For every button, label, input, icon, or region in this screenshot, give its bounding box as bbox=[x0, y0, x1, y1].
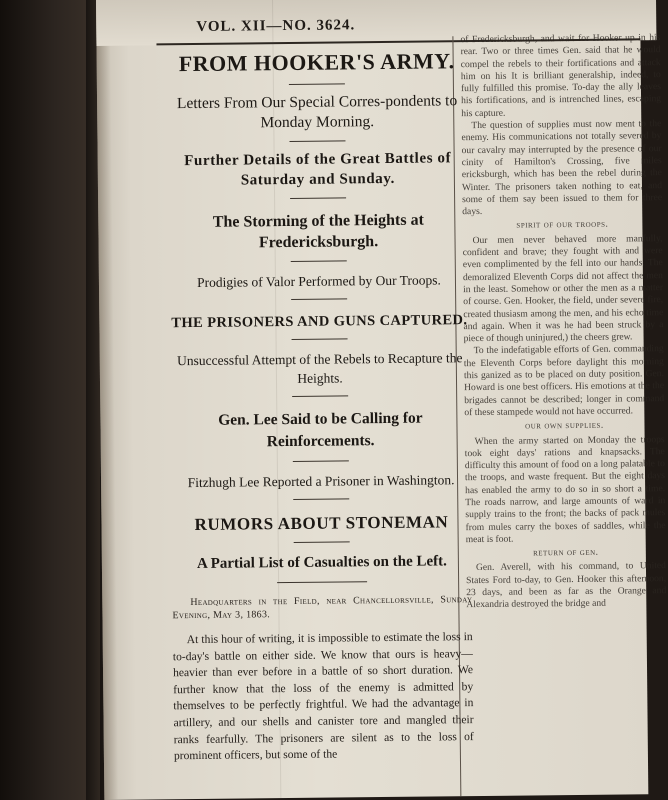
right-paragraph: To the indefatigable efforts of Gen. commanding the Eleventh Corps before daylight this morning this ganized as to be placed on duty position. Gen. Howard is one best officers. His emotions at the the brigades cannot be described; longer in command of these stampede would not have occurred. bbox=[463, 343, 665, 419]
dark-background bbox=[0, 0, 100, 800]
subhead-gen-lee: Gen. Lee Said to be Calling for Reinforcements. bbox=[218, 409, 423, 451]
right-paragraph: Gen. Averell, with his command, to United States Ford to-day, to Gen. Hooker this afternoon, 23 days, and been as far as the Orange and Alexandria destroyed the bridge and bbox=[466, 560, 667, 611]
headline-separator bbox=[292, 395, 348, 397]
headline-separator bbox=[294, 541, 350, 543]
adjacent-column bbox=[460, 32, 666, 612]
subhead-attempt: Unsuccessful Attempt of the Rebels to Recapture the Heights. bbox=[177, 350, 463, 386]
headline-separator bbox=[293, 498, 349, 500]
subhead-storming: The Storming of the Heights at Fredericksburgh. bbox=[212, 211, 424, 252]
subhead-stoneman: RUMORS ABOUT STONEMAN bbox=[194, 512, 449, 534]
headline-separator bbox=[289, 140, 345, 142]
issue-number: VOL. XII—NO. 3624. bbox=[196, 17, 356, 35]
headline-separator bbox=[290, 197, 346, 199]
right-subhead: return of gen. bbox=[533, 547, 599, 559]
subhead-casualties: A Partial List of Casualties on the Left. bbox=[196, 553, 447, 572]
subhead-fitzhugh-lee: Fitzhugh Lee Reported a Prisoner in Washington. bbox=[187, 472, 455, 491]
right-paragraph: Our men never behaved more manfully, confident and brave; they fought with and were even complimented by the fell into our hands. The demoralized Eleventh Corps did not affect the men in the least. Somehow or other the men as a matter of course. Gen. Hooker, the field, under severe fire, created thusiasm among the men, and his echo time and again. When it was he had been struck by a piece of though uninjured,) the cheers grew. bbox=[462, 232, 664, 345]
headline-separator bbox=[291, 298, 347, 300]
headline-separator bbox=[289, 83, 345, 85]
section-rule bbox=[277, 581, 367, 583]
subhead-letters: Letters From Our Special Corres-pondents to Monday Morning. bbox=[176, 92, 458, 132]
right-paragraph: When the army started on Monday the troops took eight days' rations and knapsacks. The difficulty this amount of food on a long palatable to the troops, and waste frequent. But the eight days has enabled the army to do so in so short a time. The roads narrow, and large amounts of ward in supply trains to the front; the backs of pack mules from mules carry the boxes of saddles, while the meat is foot. bbox=[464, 433, 666, 546]
headline-separator bbox=[292, 338, 348, 340]
main-headline: FROM HOOKER'S ARMY. bbox=[178, 48, 455, 77]
headline-separator bbox=[291, 260, 347, 262]
article-body: At this hour of writing, it is impossible to estimate the loss in to-day's battle on either side. We know that ours is heavy—heavier than ever before in a battle of so short duration. We further know that the loss of the enemy is admitted by themselves to be perfectly frightful. We had the advantage in artillery, and our shells and canister tore and mangled their ranks fearfully. The prisoners are silent as to the loss of prominent officers, but some of the bbox=[172, 630, 474, 763]
headline-separator bbox=[293, 460, 349, 462]
right-paragraph: of Fredericksburgh, and wait for Hooker up in his rear. Two or three times Gen. said that he would compel the rebels to their fortifications and attack him on his It is brilliant generalship, indeed, to fully fulfilled this promise. To-day the ally leaves his fortifications, and is intrenched lines, escaping his capture. bbox=[460, 32, 662, 119]
right-subhead: spirit of our troops. bbox=[516, 220, 609, 232]
newspaper-page bbox=[96, 0, 667, 800]
right-paragraph: The question of supplies must now ment to the enemy. His communications not totally severed by our cavalry may interrupted by the presence of our cinity of Hamilton's Crossing, five miles ericksburgh, which has been the rebel during the Winter. The prisoners taken nothing to eat, and some of them say been issued to them for three days. bbox=[461, 118, 663, 218]
subhead-prodigies: Prodigies of Valor Performed by Our Troops. bbox=[196, 272, 441, 290]
subhead-prisoners: THE PRISONERS AND GUNS CAPTURED. bbox=[171, 312, 468, 332]
lead-column bbox=[167, 46, 475, 776]
subhead-further-details: Further Details of the Great Battles of Saturday and Sunday. bbox=[184, 150, 452, 189]
right-subhead: our own supplies. bbox=[525, 420, 604, 432]
article-dateline: Headquarters in the Field, near Chancellorsville, Sunday Evening, May 3, 1863. bbox=[172, 594, 473, 622]
